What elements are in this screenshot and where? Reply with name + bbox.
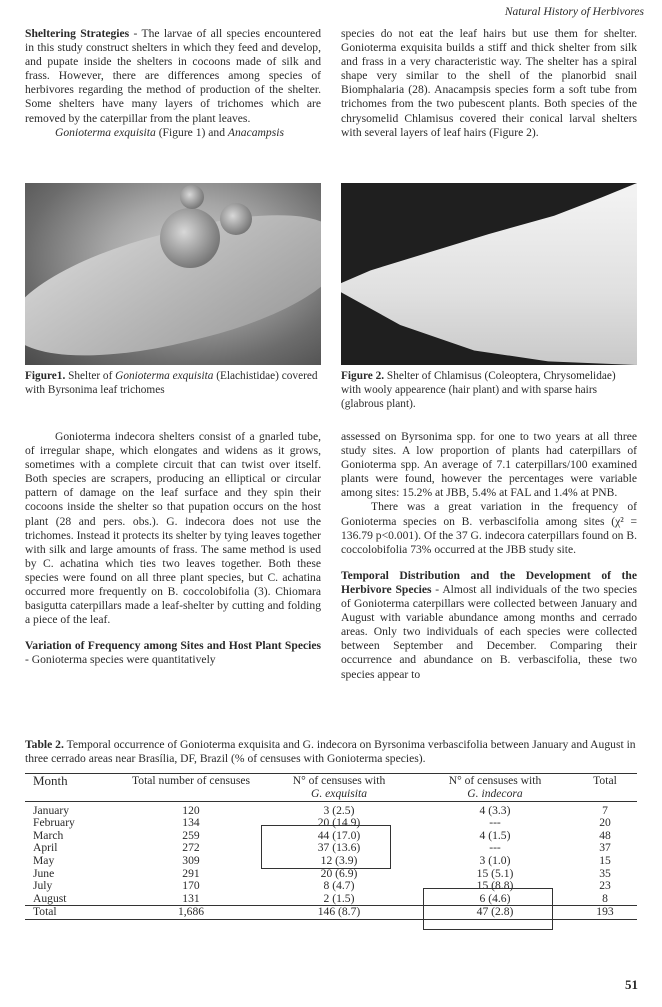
cell-indecora: ---	[489, 816, 501, 830]
cell-indecora: 47 (2.8)	[476, 905, 514, 919]
variation-text: - Gonioterma species were quantitatively	[25, 653, 216, 667]
right-paragraph-1: species do not eat the leaf hairs but use them for shelter. Gonioterma exquisita builds a stiff and thick shelter from silk and frass in a very characteristic way. The shelter has a spiral shape very similar to the shell of the planorbid snail Biomphalaria (28). Anacampsis species form a soft tube from trichomes from the two pubescent plants. Both species of the chrysomelid Chlamisus covered their conical larval shelters with several layers of leaf hairs (Figure 2).	[341, 27, 637, 139]
right-column-middle	[341, 430, 637, 682]
cell-total: 37	[599, 841, 611, 855]
species-name: G. exquisita	[310, 786, 368, 800]
cell-indecora: 4 (3.3)	[479, 803, 511, 817]
cell-indecora: 4 (1.5)	[479, 828, 511, 842]
header-text: N° of censuses with	[292, 774, 386, 787]
cell-censuses: 131	[182, 891, 200, 905]
sheltering-paragraph	[25, 27, 321, 126]
col-header-month: Month	[33, 773, 68, 788]
cell-exquisita: 2 (1.5)	[323, 891, 355, 905]
cell-month: May	[33, 854, 55, 868]
temporal-text: - Almost all individuals of the two species of Gonioterma caterpillars were collected between January and August with variable abundance among months and cerrado areas. Only two individuals of each species were collected between September and December. Comparing their occurrence and abundance on B. verbascifolia, these two species appear to	[341, 582, 637, 681]
cell-exquisita: 20 (14.9)	[317, 816, 361, 830]
col-header-indecora	[417, 774, 573, 802]
figure-1-photo	[25, 183, 321, 365]
figure-2-caption	[341, 369, 637, 411]
table-caption-text: Temporal occurrence of Gonioterma exquisita and G. indecora on Byrsonima verbascifolia between January and August in three cerrado areas near Brasília, DF, Brazil (% of censuses with Gonioterma species).	[25, 738, 636, 765]
table-header-row	[25, 774, 637, 802]
cell-month: August	[33, 891, 67, 905]
figure-1-label: Figure1.	[25, 370, 66, 382]
species-name: Gonioterma exquisita	[55, 125, 156, 139]
cell-total: 23	[599, 879, 611, 893]
cell-month: Total	[33, 905, 57, 919]
cell-month: July	[33, 879, 53, 893]
cell-total: 15	[599, 854, 611, 868]
cell-total: 35	[599, 866, 611, 880]
cell-exquisita: 37 (13.6)	[317, 841, 361, 855]
cell-total: 7	[602, 803, 608, 817]
col-header-total-censuses: Total number of censuses	[132, 774, 250, 787]
section-heading-temporal: Temporal Distribution and the Development of the Herbivore Species	[341, 568, 637, 596]
cell-censuses: 1,686	[177, 905, 205, 919]
cell-censuses: 134	[182, 816, 200, 830]
cell-indecora: 15 (5.1)	[476, 866, 514, 880]
col-header-total: Total	[593, 774, 617, 787]
cell-exquisita: 44 (17.0)	[317, 828, 361, 842]
cell-exquisita: 8 (4.7)	[323, 879, 355, 893]
cell-censuses: 309	[182, 854, 200, 868]
cell-total: 20	[599, 816, 611, 830]
sheltering-text: - The larvae of all species encountered in this study construct shelters in which they feed and develop, and pupate inside the shelters in cocoons made of silk and frass. However, there are differences among species of herbivores regarding the method of production of the shelter. Some shelters have many layers of trichomes which are removed by the caterpillar from the plant leaves.	[25, 27, 321, 125]
cell-indecora: 3 (1.0)	[479, 854, 511, 868]
variation-frequency-paragraph: There was a great variation in the frequency of Gonioterma species on B. verbascifolia among sites (χ² = 136.79 p<0.001). Of the 37 G. indecora caterpillars found on B. coccolobifolia 73% occurred at the JBB study site.	[341, 500, 637, 556]
indecora-paragraph: Gonioterma indecora shelters consist of a gnarled tube, of irregular shape, which elongates and widens as it grows, sometimes with a complete circuit that can twist over itself. Both species are scrapers, producing an elliptical or circular pattern of damage on the leaf surface and they spin their cocoons inside the shelter so that pupation occurs on the host plant (28 and pers. obs.). G. indecora does not use the trichomes. Instead it protects its shelter by tying leaves together with silk and large amounts of frass. The same method is used by C. achatina which ties two leaves together. Both these species were found on all three plant species, but C. achatina occurred more frequently on B. coccolobifolia (3). Chiomara basigutta caterpillars made a leaf-shelter by cutting and folding a piece of the leaf.	[25, 430, 321, 627]
left-column-middle	[25, 430, 321, 668]
cell-month: April	[33, 841, 58, 855]
highlight-box-indecora	[423, 888, 553, 930]
right-column-top	[341, 27, 637, 140]
table-2-label: Table 2.	[25, 738, 64, 751]
sheltering-paragraph-2	[25, 126, 321, 140]
section-heading-variation: Variation of Frequency among Sites and Host Plant Species	[25, 639, 321, 653]
cell-month: March	[33, 828, 64, 842]
cell-indecora: ---	[489, 841, 501, 855]
cell-total: 48	[599, 828, 611, 842]
variation-paragraph	[25, 639, 321, 667]
caption-text: (Elachistidae) covered with Byrsonima leaf trichomes	[25, 370, 318, 396]
cell-month: January	[33, 803, 70, 817]
species-name: Anacampsis	[227, 125, 284, 139]
figure-1-caption	[25, 369, 321, 397]
caption-text: Shelter of Chlamisus (Coleoptera, Chrysomelidae) with wooly appearence (hair plant) and with sparse hairs (glabrous plant).	[341, 370, 616, 410]
cell-censuses: 170	[182, 879, 200, 893]
cell-indecora: 6 (4.6)	[479, 891, 511, 905]
cell-censuses: 120	[182, 803, 200, 817]
cell-month: June	[33, 866, 55, 880]
section-heading-sheltering: Sheltering Strategies	[25, 27, 130, 40]
cell-censuses: 259	[182, 828, 200, 842]
figure-2-label: Figure 2.	[341, 370, 385, 382]
table-2-caption	[25, 738, 637, 766]
figure-2-photo	[341, 183, 637, 365]
cell-month: February	[33, 816, 75, 830]
highlight-box-exquisita	[261, 825, 391, 869]
page-number: 51	[625, 977, 638, 992]
col-header-exquisita	[261, 774, 417, 802]
header-text: N° of censuses with	[448, 774, 542, 787]
species-name: G. indecora	[467, 786, 523, 800]
temporal-paragraph	[341, 569, 637, 682]
caption-text: Shelter of	[65, 370, 116, 382]
cell-censuses: 291	[182, 866, 200, 880]
running-header: Natural History of Herbivores	[504, 6, 644, 18]
cell-exquisita: 146 (8.7)	[317, 905, 361, 919]
para-text: (Figure 1) and	[155, 125, 228, 139]
left-column-top	[25, 27, 321, 140]
species-name: Gonioterma exquisita	[115, 370, 214, 382]
assessed-paragraph: assessed on Byrsonima spp. for one to two years at all three study sites. A low proportion of plants had caterpillars of Gonioterma spp. An average of 7.1 caterpillars/100 examined plants were found, however the percentages were variable among sites: 15.2% at JBB, 5.4% at FAL and 1.4% at PNB.	[341, 430, 637, 500]
cell-censuses: 272	[182, 841, 200, 855]
cell-total: 8	[602, 891, 608, 905]
cell-indecora: 15 (8.8)	[476, 879, 514, 893]
cell-exquisita: 3 (2.5)	[323, 803, 355, 817]
cell-exquisita: 12 (3.9)	[320, 854, 358, 868]
cell-total: 193	[596, 905, 614, 919]
cell-exquisita: 20 (6.9)	[320, 866, 358, 880]
